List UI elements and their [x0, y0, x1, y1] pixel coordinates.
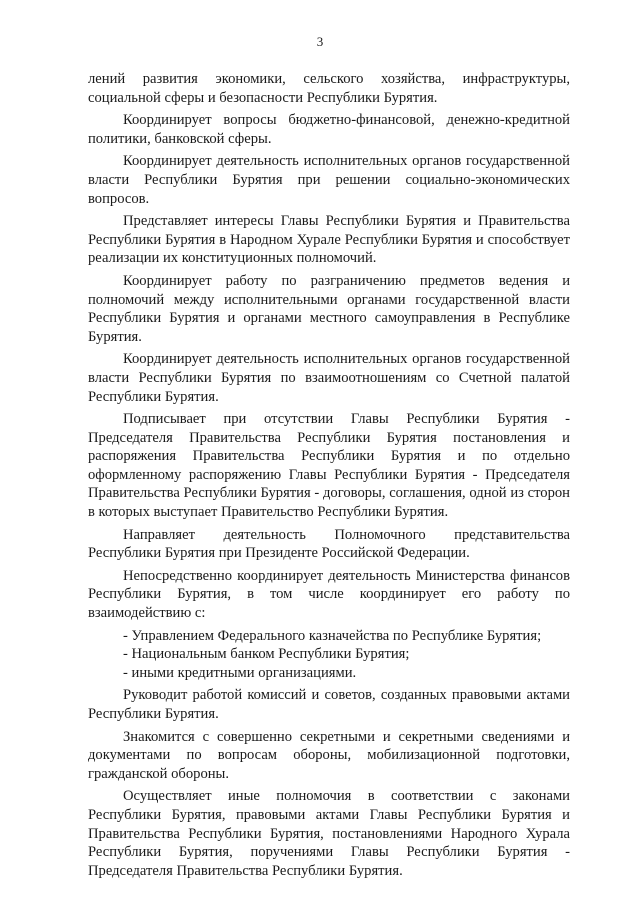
paragraph-socioeconomic-coordination: Координирует деятельность исполнительных органов государственной власти Республики Бурятия при решении социально-экономических вопросов. — [88, 153, 570, 207]
paragraph-khural-representation: Представляет интересы Главы Республики Бурятия и Правительства Республики Бурятия в Народном Хурале Республики Бурятия и способствует реализации их конституционных полномочий. — [88, 213, 570, 267]
paragraph-commissions: Руководит работой комиссий и советов, созданных правовыми актами Республики Бурятия. — [88, 687, 570, 722]
paragraph-budget-policy: Координирует вопросы бюджетно-финансовой, денежно-кредитной политики, банковской сферы. — [88, 112, 570, 147]
paragraph-secret-information: Знакомится с совершенно секретными и секретными сведениями и документами по вопросам обороны, мобилизационной подготовки, гражданской обороны. — [88, 728, 570, 782]
list-item-treasury: - Управлением Федерального казначейства по Республике Бурятия; — [123, 627, 542, 644]
paragraph-finance-ministry: Непосредственно координирует деятельность Министерства финансов Республики Бурятия, в том числе координирует его работу по взаимодействию с: — [88, 567, 570, 622]
page-number: 3 — [316, 34, 324, 49]
paragraph-accounts-chamber: Координирует деятельность исполнительных органов государственной власти Республики Бурятия по взаимоотношениям со Счетной палатой Республики Бурятия. — [88, 351, 570, 405]
paragraph-powers-delimitation: Координирует работу по разграничению предметов ведения и полномочий между исполнительными органами государственной власти Республики Бурятия и органами местного самоуправления в Республике Бурятия. — [88, 272, 570, 345]
paragraph-plenipotentiary-representation: Направляет деятельность Полномочного представительства Республики Бурятия при Президенте Российской Федерации. — [88, 526, 570, 562]
document-body — [88, 70, 570, 884]
list-item-national-bank: - Национальным банком Республики Бурятия; — [123, 646, 410, 663]
paragraph-signing-authority: Подписывает при отсутствии Главы Республики Бурятия - Председателя Правительства Республики Бурятия постановления и распоряжения Правительства Республики Бурятия и по отдельно оформленному распоряжению Главы Республики Бурятия - Председателя Правительства Республики Бурятия - договоры, соглашения, одной из сторон в которых выступает Правительство Республики Бурятия. — [88, 411, 570, 521]
paragraph-continuation: лений развития экономики, сельского хозяйства, инфраструктуры, социальной сферы и безопасности Республики Бурятия. — [88, 71, 570, 106]
paragraph-other-powers: Осуществляет иные полномочия в соответствии с законами Республики Бурятия, правовыми актами Главы Республики Бурятия и Правительства Республики Бурятия, постановлениями Народного Хурала Республики Бурятия, поручениями Главы Республики Бурятия - Председателя Правительства Республики Бурятия. — [88, 788, 570, 879]
list-item-credit-organizations: - иными кредитными организациями. — [123, 664, 357, 681]
